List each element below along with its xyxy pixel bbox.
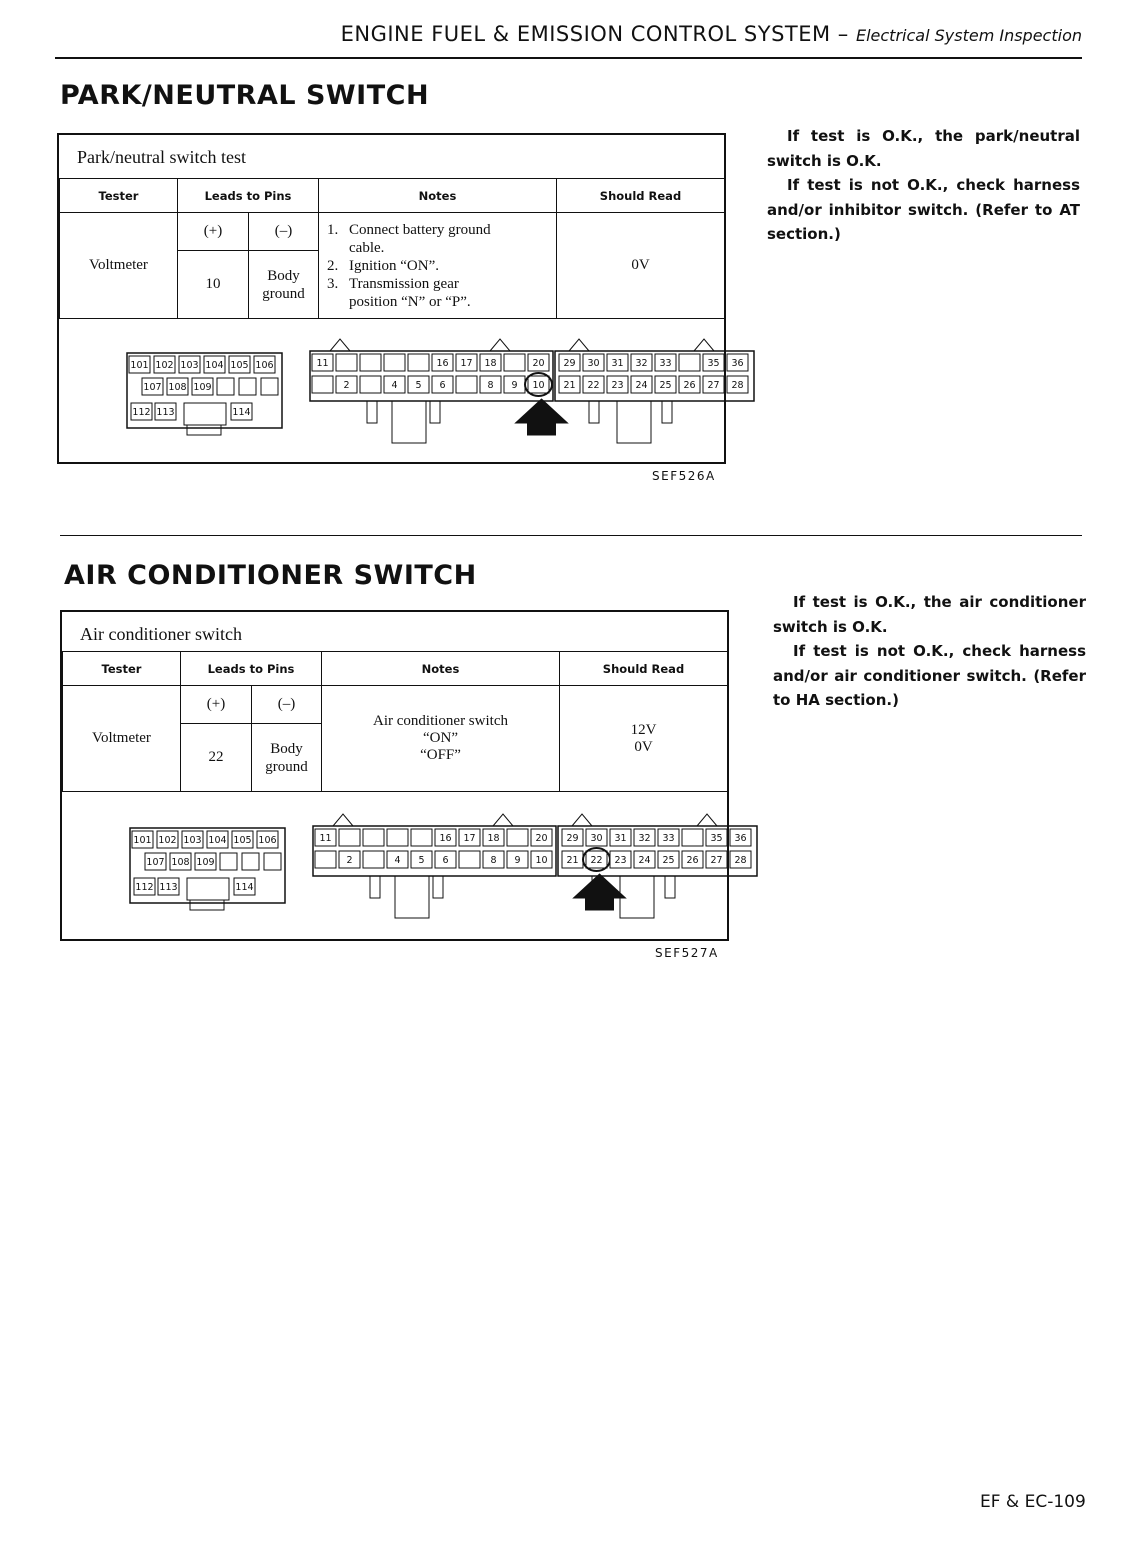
pin-label: 16 xyxy=(436,358,449,369)
pin-box xyxy=(408,354,429,371)
pin-label: 6 xyxy=(442,855,449,866)
lock-post xyxy=(430,401,440,423)
pin-box xyxy=(387,829,408,846)
note-line xyxy=(327,221,556,239)
pin-label: 113 xyxy=(156,407,175,418)
pin-label: 2 xyxy=(343,380,350,391)
pin-box xyxy=(411,829,432,846)
pin-label: 25 xyxy=(662,855,675,866)
note-line xyxy=(322,747,559,764)
header-dash: – xyxy=(830,22,856,46)
pin-label: 5 xyxy=(418,855,425,866)
pin-label: 28 xyxy=(731,380,744,391)
lock-tab xyxy=(392,401,426,443)
page-number: EF & EC-109 xyxy=(980,1492,1086,1512)
pin-label: 105 xyxy=(233,835,252,846)
reading-value: 0V xyxy=(634,738,653,755)
pin-label: 103 xyxy=(183,835,202,846)
pin-label: 106 xyxy=(255,360,274,371)
lead-minus-pin: Body ground xyxy=(252,724,322,792)
pin-label: 114 xyxy=(235,882,254,893)
col-header-tester: Tester xyxy=(63,652,181,686)
pin-box xyxy=(360,354,381,371)
housing-tab xyxy=(493,814,513,826)
lock-tab xyxy=(617,401,651,443)
side-note: If test is O.K., the air conditioner switch is O.K. xyxy=(773,593,1086,636)
lead-minus-label: (–) xyxy=(252,686,322,724)
reading-cell xyxy=(557,213,725,319)
pin-label: 26 xyxy=(686,855,699,866)
pin-label: 109 xyxy=(196,857,215,868)
running-header xyxy=(0,22,1082,46)
figure-air-conditioner xyxy=(60,610,747,941)
pin-label: 114 xyxy=(232,407,251,418)
figure-title: Park/neutral switch test xyxy=(77,147,246,167)
pin-label: 32 xyxy=(635,358,648,369)
pin-box xyxy=(261,378,278,395)
pin-label: 103 xyxy=(180,360,199,371)
pin-label: 8 xyxy=(490,855,497,866)
pin-label: 2 xyxy=(346,855,353,866)
pin-label: 107 xyxy=(143,382,162,393)
note-line xyxy=(327,293,556,311)
tester-cell: Voltmeter xyxy=(63,686,181,792)
pin-label: 17 xyxy=(460,358,473,369)
pin-label: 28 xyxy=(734,855,747,866)
note-text: Ignition “ON”. xyxy=(349,257,439,274)
pin-box xyxy=(507,829,528,846)
pin-label: 24 xyxy=(635,380,648,391)
lock-post xyxy=(367,401,377,423)
pin-label: 35 xyxy=(707,358,720,369)
pin-label: 112 xyxy=(135,882,154,893)
left-latch xyxy=(187,425,221,435)
pin-label: 101 xyxy=(133,835,152,846)
lead-plus-pin: 22 xyxy=(181,724,252,792)
pin-label: 16 xyxy=(439,833,452,844)
note-number: 3. xyxy=(327,275,339,292)
housing-tab xyxy=(333,814,353,826)
pin-label: 33 xyxy=(659,358,672,369)
pin-label: 21 xyxy=(566,855,579,866)
lock-post xyxy=(665,876,675,898)
pointer-arrow xyxy=(574,874,626,910)
pin-box xyxy=(220,853,237,870)
pin-label: 24 xyxy=(638,855,651,866)
reading-value: 0V xyxy=(631,257,650,273)
pin-label: 20 xyxy=(532,358,545,369)
pin-label: 22 xyxy=(587,380,600,391)
col-header-should-read: Should Read xyxy=(560,652,728,686)
pin-label: 18 xyxy=(487,833,500,844)
pin-box xyxy=(217,378,234,395)
pin-label: 27 xyxy=(707,380,720,391)
col-header-leads: Leads to Pins xyxy=(181,652,322,686)
tester-cell: Voltmeter xyxy=(60,213,178,319)
pin-label: 23 xyxy=(611,380,624,391)
pin-label: 18 xyxy=(484,358,497,369)
reading-value: 12V xyxy=(630,721,657,738)
figure-park-neutral xyxy=(57,133,744,464)
pin-label: 36 xyxy=(731,358,744,369)
pin-box xyxy=(363,829,384,846)
pin-label: 102 xyxy=(158,835,177,846)
pin-label: 10 xyxy=(532,380,545,391)
left-latch xyxy=(190,900,224,910)
pin-label: 101 xyxy=(130,360,149,371)
pin-label: 25 xyxy=(659,380,672,391)
pin-label: 112 xyxy=(132,407,151,418)
note-line xyxy=(327,239,556,257)
note-number: 2. xyxy=(327,257,339,274)
lock-post xyxy=(662,401,672,423)
pin-label: 104 xyxy=(208,835,227,846)
connector-diagram xyxy=(62,796,747,935)
pin-label: 5 xyxy=(415,380,422,391)
pin-box xyxy=(504,354,525,371)
pin-label: 17 xyxy=(463,833,476,844)
pin-label: 21 xyxy=(563,380,576,391)
pin-label: 30 xyxy=(590,833,603,844)
pin-box xyxy=(336,354,357,371)
note-text: position “N” or “P”. xyxy=(349,293,471,310)
pin-label: 23 xyxy=(614,855,627,866)
left-key xyxy=(184,403,226,425)
notes-cell xyxy=(319,213,557,319)
col-header-leads: Leads to Pins xyxy=(178,179,319,213)
pin-label: 11 xyxy=(319,833,332,844)
housing-tab xyxy=(697,814,717,826)
pin-box xyxy=(315,851,336,868)
pin-label: 36 xyxy=(734,833,747,844)
note-text: “OFF” xyxy=(420,747,461,763)
connector-diagram xyxy=(59,321,744,460)
pin-label: 29 xyxy=(563,358,576,369)
side-note: If test is not O.K., check harness and/or inhibitor switch. (Refer to AT section.) xyxy=(767,176,1080,243)
figure-code: SEF526A xyxy=(652,469,716,483)
pin-box xyxy=(264,853,281,870)
pin-label: 35 xyxy=(710,833,723,844)
pin-label: 31 xyxy=(611,358,624,369)
note-line xyxy=(327,257,556,275)
pin-box xyxy=(459,851,480,868)
pin-label: 102 xyxy=(155,360,174,371)
pin-label: 107 xyxy=(146,857,165,868)
pin-box xyxy=(363,851,384,868)
col-header-notes: Notes xyxy=(322,652,560,686)
note-line xyxy=(322,713,559,730)
header-subtitle: Electrical System Inspection xyxy=(855,26,1082,45)
lock-post xyxy=(589,401,599,423)
figure-code: SEF527A xyxy=(655,946,719,960)
pin-label: 22 xyxy=(590,855,603,866)
header-rule xyxy=(55,57,1082,59)
pin-label: 27 xyxy=(710,855,723,866)
lock-post xyxy=(433,876,443,898)
pin-label: 105 xyxy=(230,360,249,371)
side-notes-park-neutral xyxy=(767,124,1080,247)
lead-plus-label: (+) xyxy=(178,213,249,251)
pin-label: 20 xyxy=(535,833,548,844)
note-text: cable. xyxy=(349,239,385,256)
side-notes-air-conditioner xyxy=(773,590,1086,713)
pin-label: 9 xyxy=(511,380,518,391)
note-text: Transmission gear xyxy=(349,275,459,292)
pointer-arrow xyxy=(516,399,568,435)
figure-title: Air conditioner switch xyxy=(80,624,242,644)
lock-tab xyxy=(395,876,429,918)
pin-label: 31 xyxy=(614,833,627,844)
pin-label: 30 xyxy=(587,358,600,369)
lead-minus-pin: Body ground xyxy=(249,251,319,319)
pin-label: 108 xyxy=(171,857,190,868)
pin-label: 106 xyxy=(258,835,277,846)
pin-box xyxy=(312,376,333,393)
pin-label: 8 xyxy=(487,380,494,391)
pin-box xyxy=(239,378,256,395)
note-text: “ON” xyxy=(423,730,458,746)
pin-label: 29 xyxy=(566,833,579,844)
pin-label: 10 xyxy=(535,855,548,866)
pin-box xyxy=(682,829,703,846)
pin-label: 6 xyxy=(439,380,446,391)
note-text: Connect battery ground xyxy=(349,221,491,238)
section-title-air-conditioner: AIR CONDITIONER SWITCH xyxy=(64,560,477,591)
pin-label: 9 xyxy=(514,855,521,866)
spec-table xyxy=(62,651,728,792)
section-title-park-neutral: PARK/NEUTRAL SWITCH xyxy=(60,80,430,111)
pin-label: 11 xyxy=(316,358,329,369)
section-divider xyxy=(60,535,1082,536)
notes-cell xyxy=(322,686,560,792)
pin-label: 108 xyxy=(168,382,187,393)
pin-label: 32 xyxy=(638,833,651,844)
lead-plus-pin: 10 xyxy=(178,251,249,319)
pin-label: 26 xyxy=(683,380,696,391)
pin-label: 113 xyxy=(159,882,178,893)
left-key xyxy=(187,878,229,900)
spec-table xyxy=(59,178,725,319)
housing-tab xyxy=(694,339,714,351)
lead-minus-label: (–) xyxy=(249,213,319,251)
pin-label: 33 xyxy=(662,833,675,844)
housing-tab xyxy=(569,339,589,351)
pin-box xyxy=(456,376,477,393)
pin-box xyxy=(339,829,360,846)
pin-label: 4 xyxy=(391,380,398,391)
pin-box xyxy=(242,853,259,870)
reading-cell xyxy=(560,686,728,792)
housing-tab xyxy=(572,814,592,826)
side-note: If test is not O.K., check harness and/or air conditioner switch. (Refer to HA section.) xyxy=(773,642,1086,709)
pin-label: 4 xyxy=(394,855,401,866)
pin-box xyxy=(360,376,381,393)
housing-tab xyxy=(330,339,350,351)
note-line xyxy=(327,275,556,293)
housing-tab xyxy=(490,339,510,351)
lock-post xyxy=(370,876,380,898)
pin-box xyxy=(384,354,405,371)
lead-plus-label: (+) xyxy=(181,686,252,724)
pin-label: 104 xyxy=(205,360,224,371)
col-header-notes: Notes xyxy=(319,179,557,213)
pin-label: 109 xyxy=(193,382,212,393)
note-number: 1. xyxy=(327,221,339,238)
header-title: ENGINE FUEL & EMISSION CONTROL SYSTEM xyxy=(340,22,831,46)
col-header-tester: Tester xyxy=(60,179,178,213)
note-line xyxy=(322,730,559,747)
note-text: Air conditioner switch xyxy=(373,713,508,729)
pin-box xyxy=(679,354,700,371)
col-header-should-read: Should Read xyxy=(557,179,725,213)
side-note: If test is O.K., the park/neutral switch is O.K. xyxy=(767,127,1080,170)
